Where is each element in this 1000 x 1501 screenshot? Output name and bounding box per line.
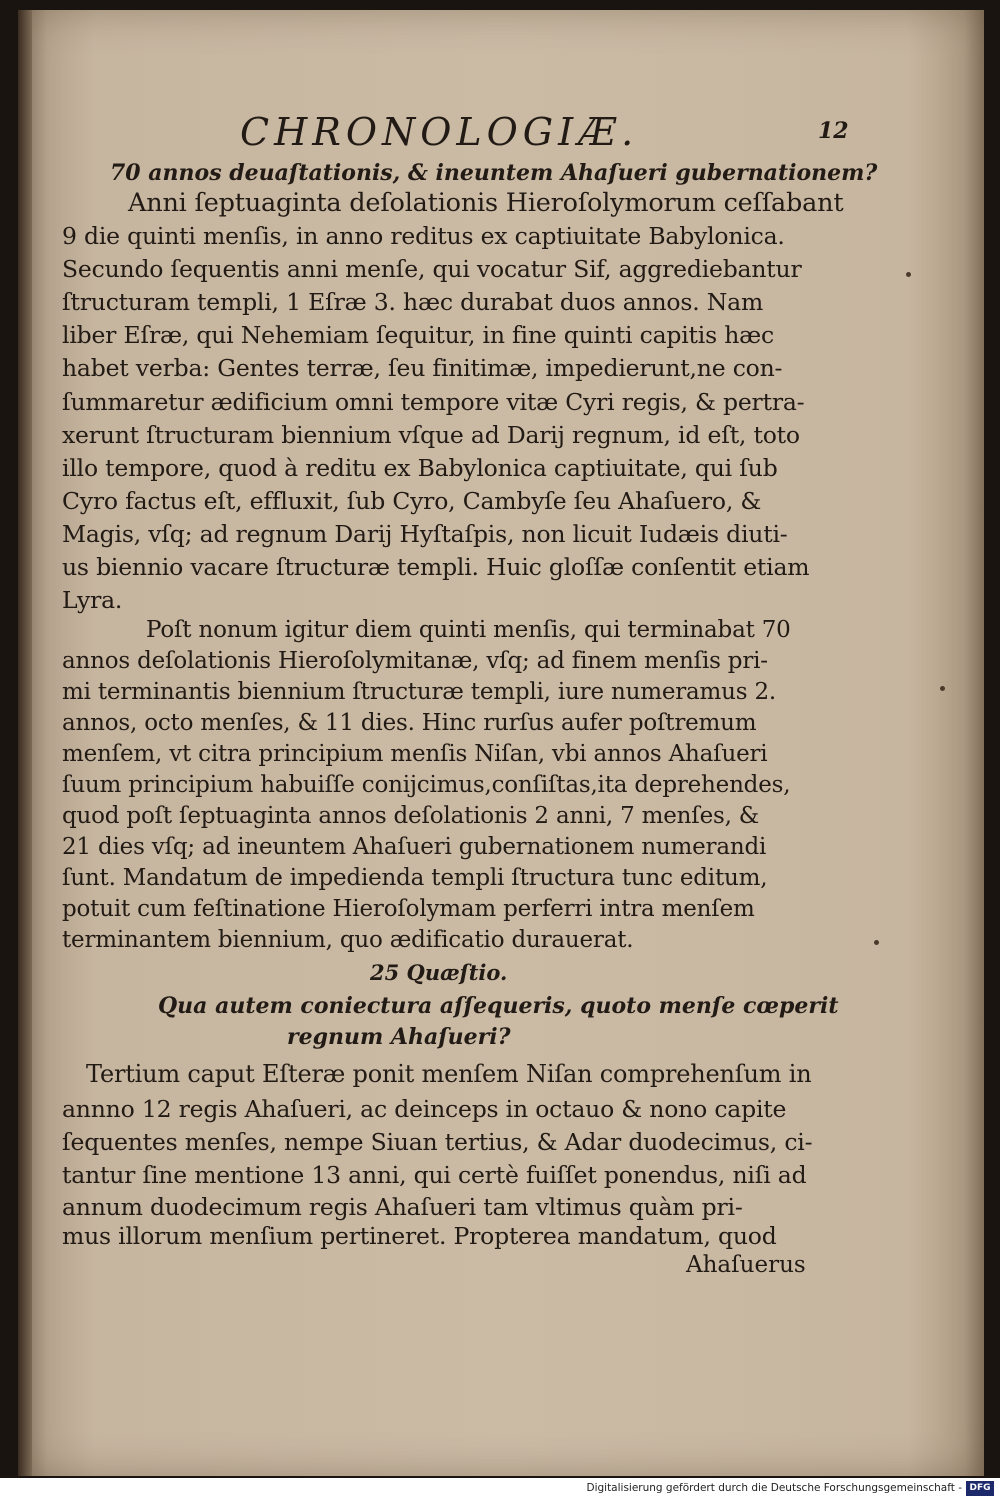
ink-speck — [906, 272, 911, 277]
text-line: menſem, vt citra principium menſis Niſan, vbi annos Ahaſueri — [62, 741, 768, 767]
running-head: CHRONOLOGIÆ. — [240, 110, 639, 154]
text-line: habet verba: Gentes terræ, ſeu finitimæ, impedierunt,ne con- — [62, 354, 783, 382]
text-line: xerunt ſtructuram biennium vſque ad Darij regnum, id eſt, toto — [62, 421, 800, 449]
ink-speck — [874, 940, 879, 945]
text-line: annos deſolationis Hieroſolymitanæ, vſq; ad finem menſis pri- — [62, 648, 768, 674]
text-line: terminantem biennium, quo ædificatio durauerat. — [62, 927, 634, 953]
text-line: liber Eſræ, qui Nehemiam ſequitur, in fine quinti capitis hæc — [62, 321, 775, 349]
text-line: mi terminantis biennium ſtructuræ templi, iure numeramus 2. — [62, 679, 777, 705]
text-line: Lyra. — [62, 586, 123, 614]
text-line: ſtructuram templi, 1 Eſræ 3. hæc durabat duos annos. Nam — [62, 288, 764, 316]
dfg-logo: DFG — [966, 1481, 994, 1496]
footer-credit: Digitalisierung gefördert durch die Deutsche Forschungsgemeinschaft - — [586, 1482, 962, 1494]
text-line: Poſt nonum igitur diem quinti menſis, qui terminabat 70 — [146, 617, 791, 643]
question-heading: regnum Ahaſueri? — [287, 1024, 511, 1050]
page-number: 12 — [818, 118, 849, 144]
text-line: annos, octo menſes, & 11 dies. Hinc rurſus aufer poſtremum — [62, 710, 757, 736]
question-heading: Qua autem coniectura aſſequeris, quoto menſe cœperit — [158, 993, 839, 1019]
footer-bar — [0, 1478, 1000, 1501]
text-line: 9 die quinti menſis, in anno reditus ex captiuitate Babylonica. — [62, 222, 785, 250]
text-line: quod poſt ſeptuaginta annos deſolationis 2 anni, 7 menſes, & — [62, 803, 760, 829]
binding-edge — [18, 10, 32, 1476]
ink-speck — [940, 686, 945, 691]
text-line: us biennio vacare ſtructuræ templi. Huic gloſſæ conſentit etiam — [62, 553, 810, 581]
text-line: annum duodecimum regis Ahaſueri tam vltimus quàm pri- — [62, 1193, 743, 1221]
text-line: tantur ſine mentione 13 anni, qui certè fuiſſet ponendus, niſi ad — [62, 1161, 807, 1189]
text-line: potuit cum feſtinatione Hieroſolymam perferri intra menſem — [62, 896, 755, 922]
text-line: ſequentes menſes, nempe Siuan tertius, & Adar duodecimus, ci- — [62, 1128, 813, 1156]
text-line: Anni ſeptuaginta deſolationis Hieroſolymorum ceſſabant — [128, 188, 844, 218]
text-line: Cyro factus eſt, effluxit, ſub Cyro, Cambyſe ſeu Ahaſuero, & — [62, 487, 762, 515]
catchword: Ahaſuerus — [686, 1252, 806, 1278]
text-line: ſuum principium habuiſſe conijcimus,conſiſtas,ita deprehendes, — [62, 772, 791, 798]
question-continuation: 70 annos deuaſtationis, & ineuntem Ahaſueri gubernationem? — [110, 160, 878, 186]
text-line: Magis, vſq; ad regnum Darij Hyſtaſpis, non licuit Iudæis diuti- — [62, 520, 788, 548]
question-number: 25 Quæſtio. — [370, 960, 508, 985]
text-line: ſummaretur ædificium omni tempore vitæ Cyri regis, & pertra- — [62, 388, 805, 416]
text-line: Tertium caput Eſteræ ponit menſem Niſan comprehenſum in — [86, 1060, 812, 1088]
text-line: mus illorum menſium pertineret. Propterea mandatum, quod — [62, 1222, 777, 1250]
text-line: annno 12 regis Ahaſueri, ac deinceps in octauo & nono capite — [62, 1095, 787, 1123]
text-line: illo tempore, quod à reditu ex Babylonica captiuitate, qui ſub — [62, 454, 778, 482]
text-line: Secundo ſequentis anni menſe, qui vocatur Sif, aggrediebantur — [62, 255, 802, 283]
text-line: ſunt. Mandatum de impedienda templi ſtructura tunc editum, — [62, 865, 768, 891]
text-line: 21 dies vſq; ad ineuntem Ahaſueri gubernationem numerandi — [62, 834, 767, 860]
